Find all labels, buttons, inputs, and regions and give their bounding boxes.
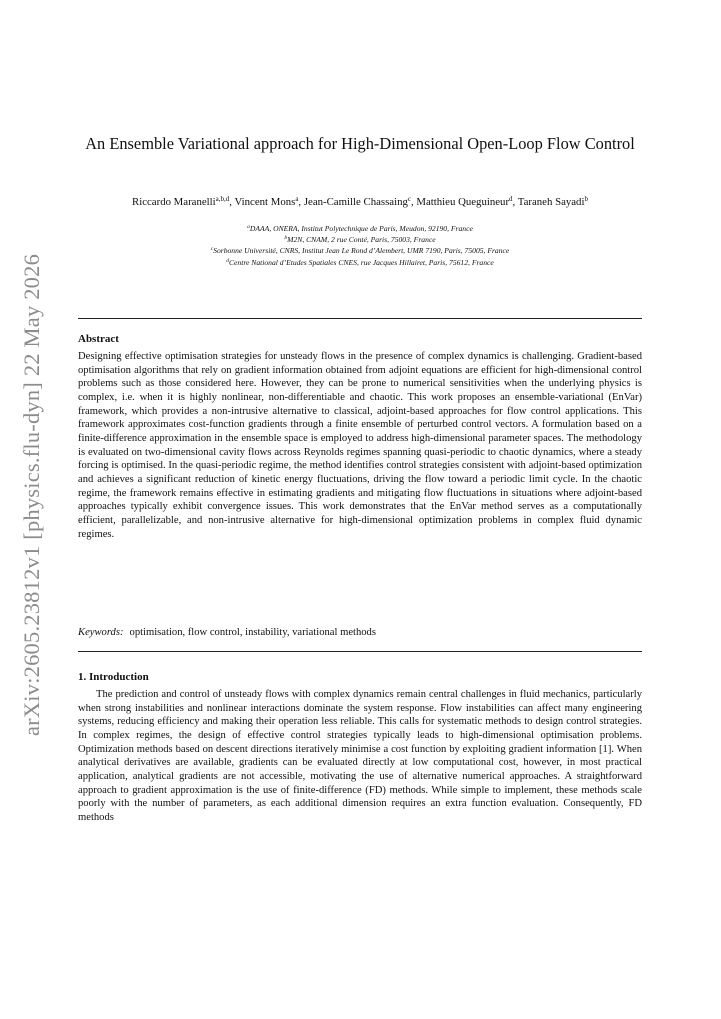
author-affiliation-mark: a [295,195,299,203]
author-name: Vincent Mons [234,196,296,208]
affiliation-list [78,223,642,268]
author [132,196,234,208]
author [518,196,588,208]
affiliation-line [78,234,642,245]
arxiv-identifier-text: arXiv:2605.23812v1 [physics.flu-dyn] 22 May 2026 [19,253,45,737]
keywords-line [78,626,376,640]
affiliation-text: DAAA, ONERA, Institut Polytechnique de Paris, Meudon, 92190, France [249,224,473,233]
affiliation-mark: d [226,257,229,264]
author-separator: , [298,196,304,208]
introduction-text: The prediction and control of unsteady flows with complex dynamics remain central challenges in fluid mechanics, particularly when strong instabilities and nonlinear interactions dominate the system response. Flow instabilities can affect many engineering systems, reducing efficiency and making their operation less reliable. This calls for systematic methods to design control strategies. In complex regimes, the design of effective control strategies typically leads to high-dimensional optimisation problems. Optimization methods based on descent directions iteratively minimise a cost function by exploiting gradient information [1]. When analytical derivatives are available, gradients can be evaluated directly at low computational cost, however, in most practical application, analytical gradients are not accessible, motivating the use of alternative numerical approaches. A straightforward approach to gradient approximation is the use of finite-difference (FD) methods. While simple to implement, these methods scale poorly with the number of parameters, as each additional dimension requires an extra function evaluation. Consequently, FD methods [78,689,642,823]
affiliation-line [78,245,642,256]
author-list [78,195,642,209]
abstract-heading: Abstract [78,333,119,345]
author-name: Riccardo Maranelli [132,196,216,208]
keywords-text: optimisation, flow control, instability, variational methods [129,627,376,638]
arxiv-identifier-stamp [8,245,56,745]
author-separator: , [512,196,518,208]
author [304,196,417,208]
affiliation-line [78,223,642,234]
author-name: Jean-Camille Chassaing [303,196,408,208]
affiliation-text: Sorbonne Université, CNRS, Institut Jean Le Rond d’Alembert, UMR 7190, Paris, 75005, France [213,246,510,256]
paper-title: An Ensemble Variational approach for High-Dimensional Open-Loop Flow Control [85,134,635,153]
author-name: Taraneh Sayadi [517,196,585,208]
author [416,196,517,208]
author-affiliation-mark: d [509,195,513,203]
affiliation-mark: c [210,246,214,253]
author-name: Matthieu Queguineur [416,196,510,208]
abstract-bottom-rule [78,651,642,652]
affiliation-text: M2N, CNAM, 2 rue Conté, Paris, 75003, France [287,235,436,245]
affiliation-mark: b [284,235,288,242]
author-affiliation-mark: b [584,195,588,203]
keywords-label: Keywords: [78,627,124,638]
affiliation-mark: a [247,224,250,230]
affiliation-line [78,257,642,268]
author-affiliation-mark: a,b,d [215,195,230,203]
affiliation-text: Centre National d’Etudes Spatiales CNES, rue Jacques Hillairet, Paris, 75612, France [228,257,494,267]
author-separator: , [410,196,417,208]
author [234,196,303,208]
abstract-text: Designing effective optimisation strategies for unsteady flows in the presence of complex dynamics is challenging. Gradient-based optimisation algorithms that rely on gradient information obtained from adjoint equations are efficient for high-dimensional control problems such as those considered here. However, they can be prone to numerical sensitivities when the underlying physics is complex, i.e. when it is highly nonlinear, non-differentiable and chaotic. This work proposes an ensemble-variational (EnVar) framework, which provides a non-intrusive alternative to classical, adjoint-based approaches for flow control applications. This framework approximates cost-function gradients through a finite ensemble of perturbed control vectors. A formulation based on a finite-difference approximation in the ensemble space is employed to address high-dimensional parameter spaces. The methodology is evaluated on two-dimensional cavity flows across Reynolds regimes spanning quasi-periodic to chaotic dynamics, where a steady forcing is optimised. In the quasi-periodic regime, the method identifies control strategies consistent with adjoint-based optimization and achieves a significant reduction of kinetic energy fluctuations, driving the flow toward a periodic limit cycle. In the chaotic regime, the framework remains effective in estimating gradients and mitigating flow fluctuations in situations where adjoint-based approaches typically exhibit convergence issues. This work demonstrates that the EnVar method serves as a computationally efficient, parallelizable, and non-intrusive alternative for high-dimensional optimization problems in complex fluid dynamic regimes. [78,351,642,540]
introduction-heading: 1. Introduction [78,671,149,683]
abstract-top-rule [78,318,642,319]
author-affiliation-mark: c [407,195,411,203]
author-separator: , [229,196,235,208]
